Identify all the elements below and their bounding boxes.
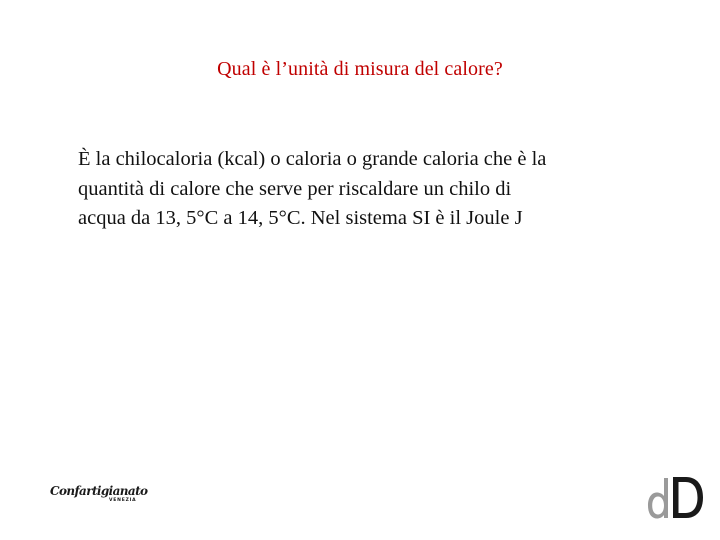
slide-body [78, 145, 648, 234]
logo-d-small [648, 478, 668, 519]
body-line-3: acqua da 13, 5°C a 14, 5°C. Nel sistema SI è il Joule J [78, 207, 523, 229]
dd-logo [646, 474, 706, 520]
logo-d-big [673, 477, 703, 518]
confartigianato-logo [50, 484, 148, 508]
slide-title: Qual è l’unità di misura del calore? [217, 58, 503, 80]
logo-sub-text: VENEZIA [109, 498, 137, 503]
body-line-1: È la chilocaloria (kcal) o caloria o grande caloria che è la [78, 148, 547, 170]
logo-script-text: Confartigianato [50, 484, 148, 498]
body-line-2: quantità di calore che serve per riscaldare un chilo di [78, 177, 512, 200]
